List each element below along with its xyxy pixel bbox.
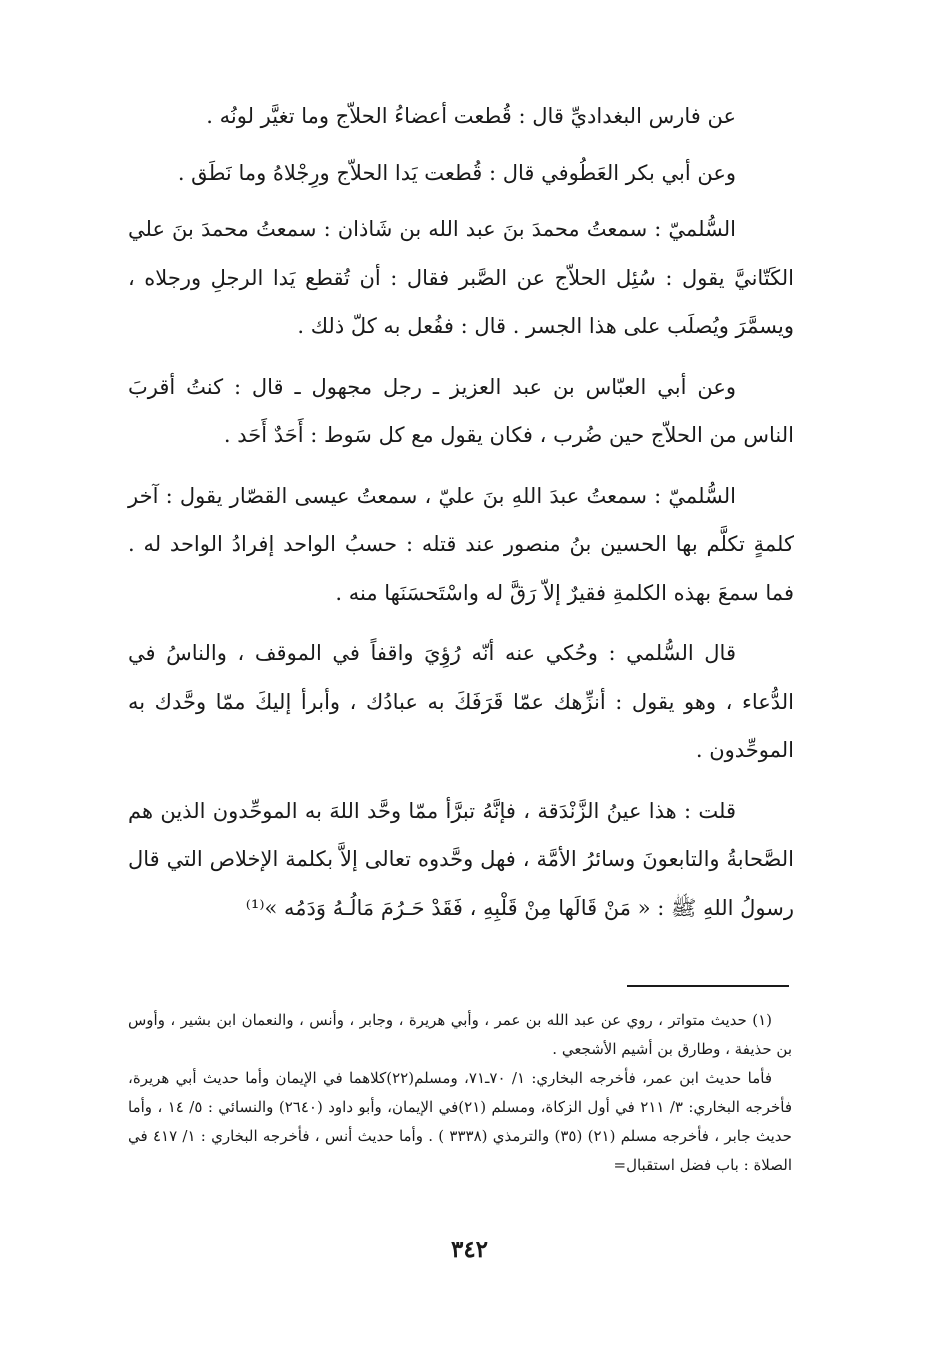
paragraph-1: عن فارس البغداديِّ قال : قُطعت أعضاءُ الحلاّج وما تغيَّر لونُه . bbox=[206, 104, 736, 128]
paragraph-5: السُّلميّ : سمعتُ عبدَ اللهِ بنَ عليّ ، سمعتُ عيسى القصّار يقول : آخر كلمةٍ تكلَّم بها الحسين بنُ منصور عند قتله : حسبُ الواحد إفرادُ الواحد له . فما سمعَ بهذه الكلمةِ فقيرٌ إلاّ رَقَّ له واسْتَحسَنَها منه . bbox=[128, 483, 794, 605]
footnote-separator bbox=[627, 985, 789, 987]
main-text-block bbox=[128, 92, 794, 944]
footnote-1: (١) حديث متواتر ، روي عن عبد الله بن عمر ، وأبي هريرة ، وجابر ، وأنس ، والنعمان ابن بشير ، وأوس بن حذيفة ، وطارق بن أشيم الأشجعي . bbox=[128, 1011, 792, 1058]
footnotes-block bbox=[128, 1006, 792, 1180]
page-number: ٣٤٢ bbox=[450, 1236, 489, 1263]
paragraph-4: وعن أبي العبّاس بن عبد العزيز ـ رجل مجهول ـ قال : كنتُ أقربَ الناس من الحلاّج حين ضُرب ، فكان يقول مع كل سَوط : أَحَدٌ أَحَد . bbox=[128, 374, 794, 447]
paragraph-7: قلت : هذا عينُ الزَّنْدَقة ، فإنَّهُ تبرَّأ ممّا وحَّد اللهَ به الموحِّدون الذين هم الصَّحابةُ والتابعونَ وسائرُ الأمَّة ، فهل وحَّدوه تعالى إلاَّ بكلمة الإخلاص التي قال رسولُ اللهِ ﷺ : « مَنْ قَالَها مِنْ قَلْبِهِ ، فَقَدْ حَـرُمَ مَالُـهُ وَدَمُه »⁽¹⁾ bbox=[128, 798, 794, 920]
paragraph-6: قال السُّلمي : وحُكي عنه أنّه رُؤِيَ واقفاً في الموقف ، والناسُ في الدُّعاء ، وهو يقول : أنزِّهك عمّا قَرَفَكَ به عبادُك ، وأبرأ إليكَ ممّا وحَّدك به الموحِّدون . bbox=[128, 641, 794, 762]
footnote-1-continued: فأما حديث ابن عمر، فأخرجه البخاري: ١/ ٧٠ـ٧١، ومسلم(٢٢)كلاهما في الإيمان وأما حديث أبي هريرة، فأخرجه البخاري: ٣/ ٢١١ في أول الزكاة، ومسلم (٢١)في الإيمان، وأبو داود (٢٦٤٠) والنسائي : ٥/ ١٤ ، وأما حديث جابر ، فأخرجه مسلم (٢١) (٣٥) والترمذي (٣٣٣٨ ) . وأما حديث أنس ، فأخرجه البخاري : ١/ ٤١٧ في الصلاة : باب فضل استقبال= bbox=[128, 1069, 792, 1174]
paragraph-2: وعن أبي بكر العَطُوفي قال : قُطعت يَدا الحلاّج ورِجْلاهُ وما نَطَق . bbox=[177, 160, 736, 185]
paragraph-3: السُّلميّ : سمعتُ محمدَ بنَ عبد الله بن شَاذان : سمعتُ محمدَ بنَ علي الكَتّانيَّ يقول : سُئِل الحلاّج عن الصَّبر فقال : أن تُقطع يَدا الرجلِ ورجلاه ، ويسمَّرَ ويُصلَب على هذا الجسر . قال : ففُعل به كلّ ذلك . bbox=[128, 217, 794, 338]
